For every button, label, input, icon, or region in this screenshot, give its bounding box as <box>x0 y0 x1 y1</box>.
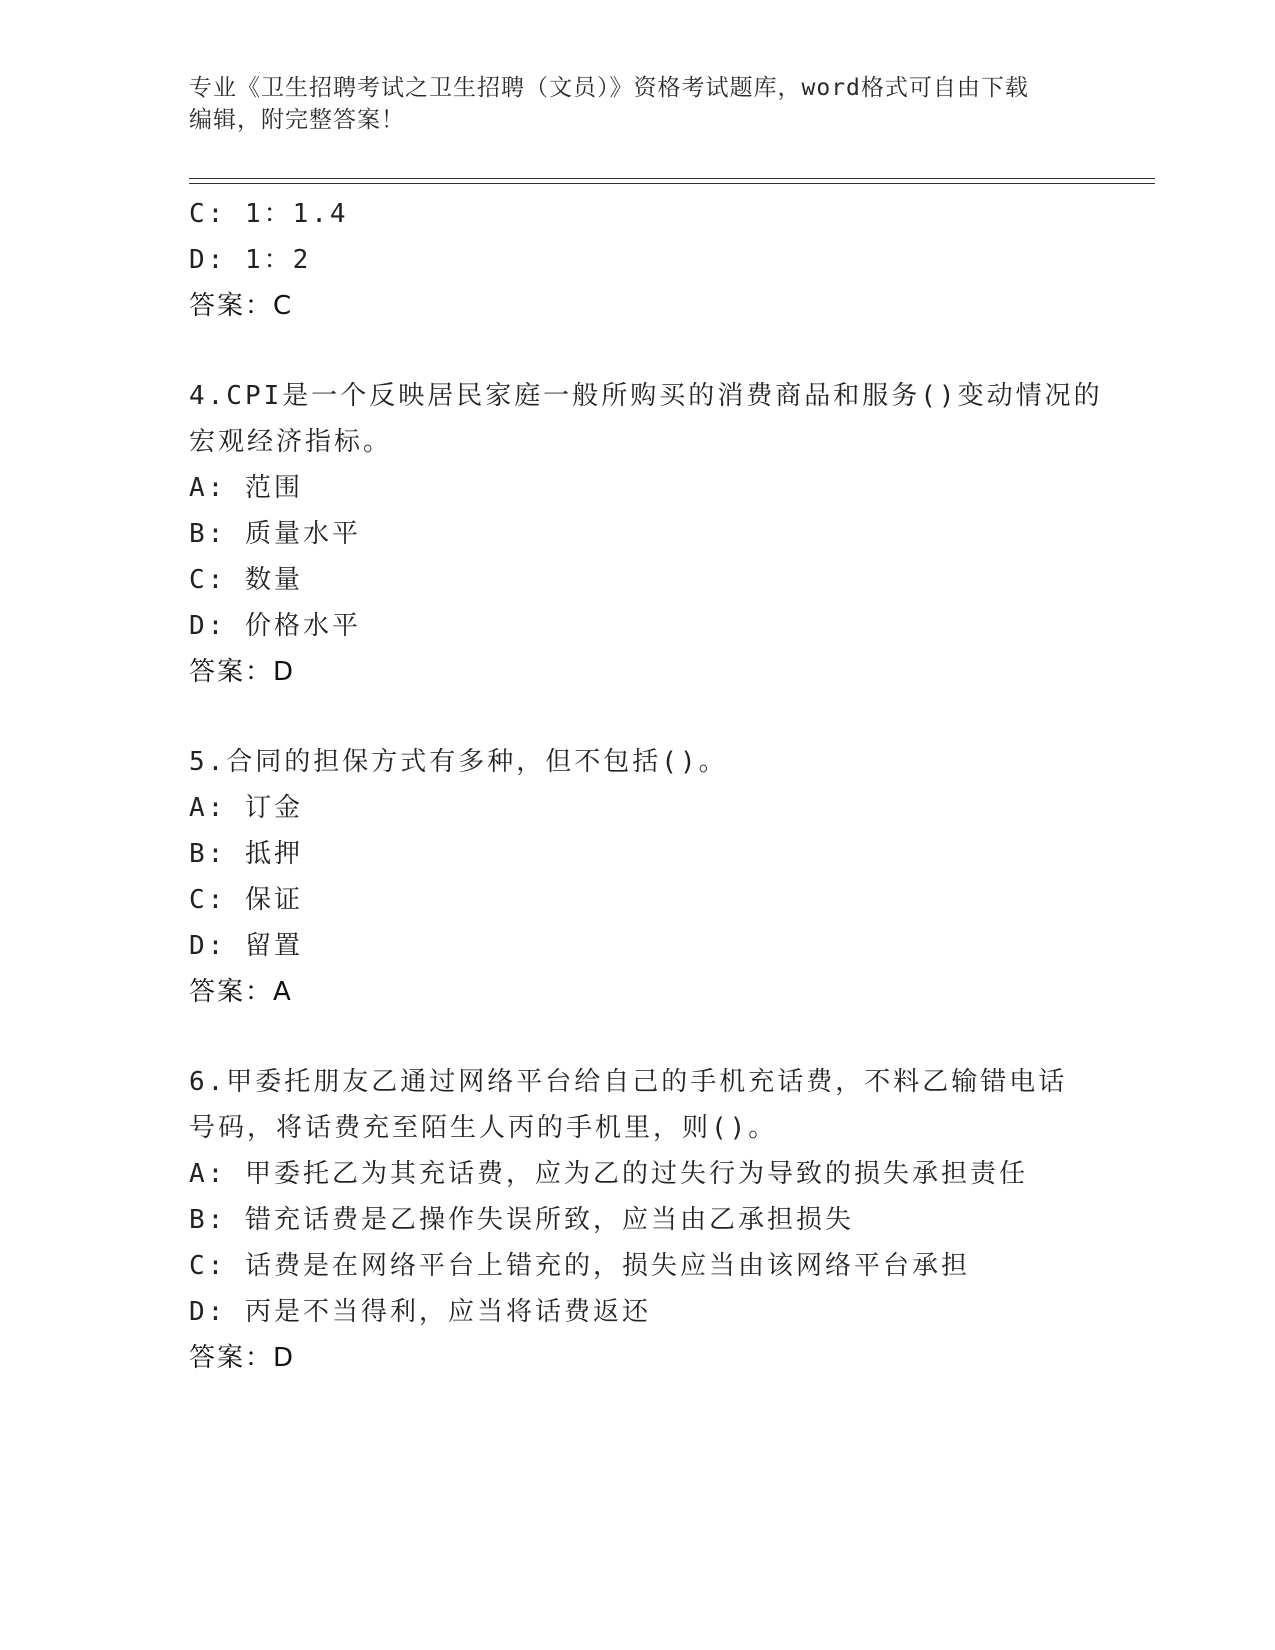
option-d: D: 1：2 <box>189 245 312 275</box>
question-block-5 <box>189 739 1109 1015</box>
prev-question-block <box>189 191 1109 329</box>
header-line-1: 专业《卫生招聘考试之卫生招聘（文员）》资格考试题库，word格式可自由下载 <box>189 75 1029 101</box>
option-d: D: 留置 <box>189 931 303 961</box>
option-b: B: 质量水平 <box>189 519 361 549</box>
option-c: C: 话费是在网络平台上错充的，损失应当由该网络平台承担 <box>189 1251 970 1281</box>
header-divider-bottom <box>189 183 1155 184</box>
document-body <box>189 191 1109 1381</box>
option-d: D: 价格水平 <box>189 611 361 641</box>
option-a: A: 订金 <box>189 793 303 823</box>
spacer <box>189 1015 1109 1059</box>
spacer <box>189 695 1109 739</box>
option-b: B: 抵押 <box>189 839 303 869</box>
question-stem-line-1: 5.合同的担保方式有多种，但不包括()。 <box>189 747 728 777</box>
spacer <box>189 329 1109 373</box>
option-c: C: 保证 <box>189 885 303 915</box>
answer-line: 答案：D <box>189 657 296 687</box>
header-divider-top <box>189 178 1155 179</box>
document-header <box>189 72 1089 136</box>
header-line-2: 编辑，附完整答案！ <box>189 107 405 133</box>
question-stem-line-1: 4.CPI是一个反映居民家庭一般所购买的消费商品和服务()变动情况的 <box>189 381 1103 411</box>
question-stem-line-2: 号码，将话费充至陌生人丙的手机里，则()。 <box>189 1113 778 1143</box>
question-block-4 <box>189 373 1109 695</box>
option-b: B: 错充话费是乙操作失误所致，应当由乙承担损失 <box>189 1205 854 1235</box>
option-a: A: 范围 <box>189 473 303 503</box>
option-c: C: 数量 <box>189 565 303 595</box>
question-stem-line-2: 宏观经济指标。 <box>189 427 393 457</box>
option-a: A: 甲委托乙为其充话费，应为乙的过失行为导致的损失承担责任 <box>189 1159 1028 1189</box>
option-d: D: 丙是不当得利，应当将话费返还 <box>189 1297 651 1327</box>
option-c: C: 1：1.4 <box>189 199 349 229</box>
question-block-6 <box>189 1059 1109 1381</box>
answer-line: 答案：A <box>189 977 293 1007</box>
answer-line: 答案：C <box>189 291 294 321</box>
answer-line: 答案：D <box>189 1343 296 1373</box>
question-stem-line-1: 6.甲委托朋友乙通过网络平台给自己的手机充话费，不料乙输错电话 <box>189 1067 1068 1097</box>
